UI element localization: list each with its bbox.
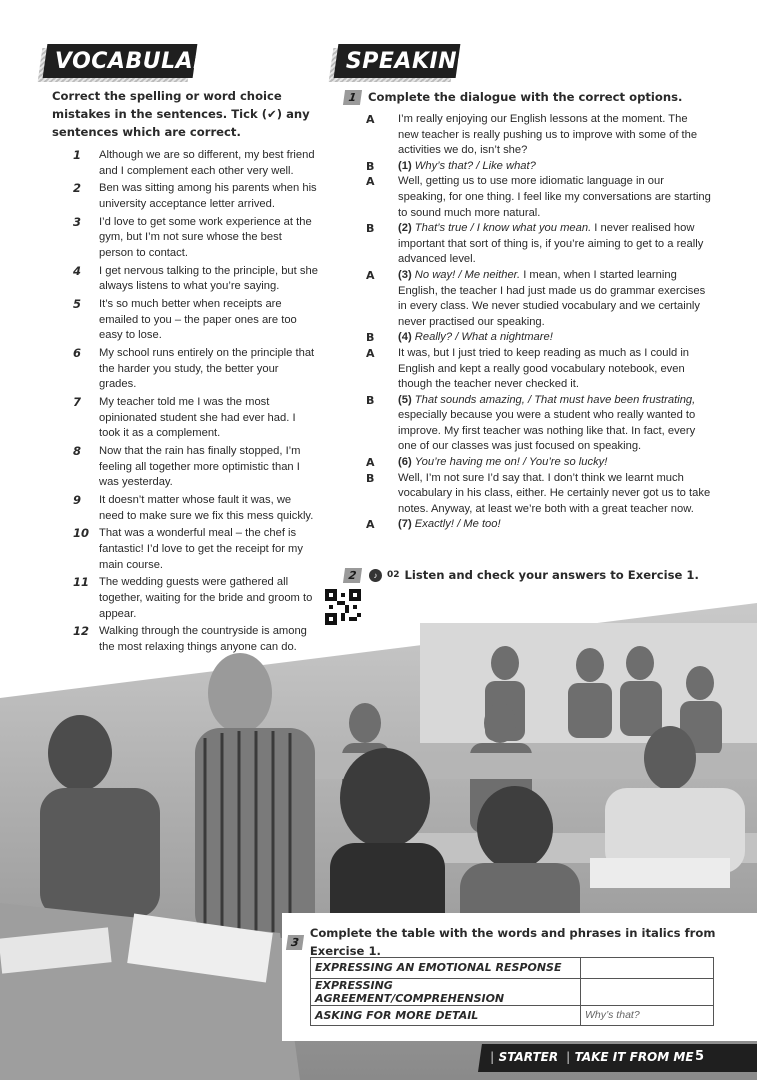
exercise-3-number: 3	[286, 935, 304, 950]
speaker-label: B	[366, 159, 375, 173]
gap-number: (2)	[398, 222, 412, 235]
vocabulary-item	[73, 346, 318, 393]
vocabulary-item-number: 2	[73, 181, 82, 196]
vocabulary-heading	[45, 44, 226, 78]
vocabulary-item-text: It doesn’t matter whose fault it was, we need to make sure we fix this mess quickly.	[99, 493, 314, 522]
vocabulary-item-number: 11	[73, 575, 90, 590]
vocabulary-list	[73, 148, 318, 658]
vocabulary-title: VOCABULARY	[55, 48, 226, 74]
dialogue-line	[398, 221, 711, 268]
gap-options[interactable]: That sounds amazing, / That must have been frustrating,	[414, 393, 696, 406]
dialogue-text: Well, I’m not sure I’d say that. I don’t think we learnt much vocabulary in his class, either. He certainly never got us to take notes. Anyway, at least we’re both with a great teacher now.	[398, 471, 711, 515]
dialogue-line	[398, 174, 711, 221]
dialogue	[366, 112, 711, 533]
gap-options[interactable]: That’s true / I know what you mean.	[414, 222, 592, 235]
speaker-label: B	[366, 471, 375, 485]
gap-number: (3)	[398, 268, 412, 281]
audio-icon[interactable]: ♪	[369, 569, 382, 582]
vocabulary-item-number: 6	[73, 346, 82, 361]
vocabulary-item-number: 5	[73, 297, 82, 312]
vocabulary-item	[73, 148, 318, 179]
dialogue-line	[398, 471, 711, 518]
exercise-1-instruction: Complete the dialogue with the correct options.	[368, 90, 683, 104]
dialogue-text: especially because you were a student who really wanted to improve. My first teacher was nothing like that. In fact, every one of our classes was just focused on speaking.	[398, 409, 696, 453]
dialogue-text: I mean, when I started learning English, the teacher I had just made us do grammar exercises in every class. We never studied vocabulary and we certainly never practised our speaking.	[398, 268, 706, 328]
dialogue-turn	[366, 112, 711, 159]
vocabulary-item-number: 1	[73, 148, 82, 162]
exercise-2-number: 2	[343, 568, 362, 583]
footer-title: | TAKE IT FROM ME	[566, 1050, 694, 1064]
vocabulary-item-number: 10	[73, 526, 90, 541]
vocabulary-item-number: 8	[73, 444, 82, 458]
page-number: 5	[695, 1049, 705, 1064]
footer-unit: | STARTER	[490, 1050, 559, 1064]
vocabulary-item-number: 12	[73, 624, 90, 639]
speaker-label: A	[366, 268, 375, 282]
vocabulary-item-number: 3	[73, 214, 82, 229]
exercise-1-header	[344, 88, 682, 106]
dialogue-turn	[366, 174, 711, 221]
gap-options[interactable]: Exactly! / Me too!	[414, 518, 501, 531]
dialogue-line	[398, 112, 711, 159]
vocabulary-item-number: 9	[73, 492, 82, 507]
dialogue-line	[398, 268, 711, 330]
gap-options[interactable]: You’re having me on! / You’re so lucky!	[414, 456, 608, 469]
speaker-label: A	[366, 518, 375, 532]
table-row	[311, 1005, 714, 1026]
exercise-1-number: 1	[343, 90, 362, 105]
footer-title-label: TAKE IT FROM ME	[574, 1050, 694, 1064]
vocabulary-item	[73, 395, 318, 442]
dialogue-turn	[366, 159, 711, 175]
dialogue-text: Well, getting us to use more idiomatic language in our speaking, for one thing. I feel like my conversations are starting to sound much more natural.	[398, 175, 711, 219]
vocabulary-item-text: Walking through the countryside is among the most relaxing things anyone can do.	[99, 625, 307, 653]
answer-cell[interactable]	[581, 978, 714, 1005]
exercise-3-header	[287, 924, 757, 960]
speaking-title: SPEAKING	[346, 48, 476, 74]
speaker-label: A	[366, 346, 375, 360]
vocabulary-item-text: Although we are so different, my best friend and I complement each other very well.	[99, 149, 315, 177]
dialogue-line	[398, 159, 711, 175]
vocabulary-item-text: The wedding guests were gathered all together, waiting for the bride and groom to appear.	[99, 576, 313, 620]
dialogue-turn	[366, 517, 711, 533]
dialogue-turn	[366, 221, 711, 268]
dialogue-turn	[366, 268, 711, 330]
gap-number: (4)	[398, 331, 412, 344]
dialogue-line	[398, 455, 711, 471]
exercise-2-instruction: Listen and check your answers to Exercise 1.	[404, 568, 699, 582]
gap-options[interactable]: Why’s that? / Like what?	[414, 159, 536, 172]
speaker-label: B	[366, 393, 375, 407]
category-heading: EXPRESSING AGREEMENT/COMPREHENSION	[311, 978, 581, 1005]
answer-cell[interactable]: Why’s that?	[581, 1005, 714, 1026]
vocabulary-instruction: Correct the spelling or word choice mistakes in the sentences. Tick (✔) any sentences which are correct.	[52, 89, 310, 139]
dialogue-line	[398, 330, 711, 346]
dialogue-turn	[366, 471, 711, 518]
vocabulary-item-number: 7	[73, 395, 82, 410]
vocabulary-item	[73, 444, 318, 491]
vocabulary-item	[73, 181, 318, 212]
speaking-heading	[336, 44, 476, 78]
dialogue-turn	[366, 330, 711, 346]
dialogue-line	[398, 393, 711, 455]
dialogue-text: It was, but I just tried to keep reading as much as I could in English and kept a really good vocabulary notebook, even though the teacher never checked it.	[398, 346, 690, 391]
vocabulary-item-text: My teacher told me I was the most opinionated student she had ever had. I took it as a complement.	[99, 396, 296, 440]
vocabulary-item	[73, 526, 318, 573]
gap-number: (7)	[398, 518, 412, 531]
vocabulary-item-text: That was a wonderful meal – the chef is fantastic! I’d love to get the receipt for my main course.	[99, 527, 303, 571]
speaker-label: B	[366, 222, 375, 236]
category-heading: EXPRESSING AN EMOTIONAL RESPONSE	[311, 958, 581, 979]
vocabulary-item-text: Ben was sitting among his parents when his university acceptance letter arrived.	[99, 182, 317, 210]
gap-options[interactable]: No way! / Me neither.	[414, 268, 521, 281]
gap-number: (5)	[398, 393, 412, 406]
vocabulary-item-text: Now that the rain has finally stopped, I’m feeling all together more optimistic than I was yesterday.	[99, 445, 301, 489]
exercise-2-header	[344, 566, 699, 584]
page-footer	[478, 1044, 757, 1072]
vocabulary-item-text: I’d love to get some work experience at the gym, but I’m not sure whose the best person to contact.	[99, 215, 312, 259]
speaker-label: B	[366, 331, 375, 345]
dialogue-text: I never realised how important that sort of thing is, if you’re aiming to get to a really advanced level.	[398, 222, 704, 266]
vocabulary-item	[73, 493, 318, 524]
dialogue-text: I’m really enjoying our English lessons at the moment. The new teacher is really pushing us to improve with some of the activities we do, isn’t she?	[398, 113, 698, 157]
expressions-table	[310, 957, 714, 1026]
speaker-label: A	[366, 456, 375, 470]
answer-cell[interactable]	[581, 958, 714, 979]
exercise-3-panel	[282, 913, 757, 1041]
exercise-3-instruction: Complete the table with the words and phrases in italics from Exercise 1.	[309, 926, 716, 958]
dialogue-turn	[366, 393, 711, 455]
vocabulary-item-text: My school runs entirely on the principle that the harder you study, the better your grades.	[99, 347, 315, 391]
speaker-label: A	[366, 175, 375, 189]
vocabulary-item-text: I get nervous talking to the principle, but she always listens to what you’re saying.	[99, 264, 318, 293]
vocabulary-item	[73, 297, 318, 344]
dialogue-line	[398, 517, 711, 533]
category-heading: ASKING FOR MORE DETAIL	[311, 1005, 581, 1026]
footer-unit-label: STARTER	[498, 1050, 559, 1064]
gap-number: (1)	[398, 159, 412, 172]
table-row	[311, 978, 714, 1005]
gap-options[interactable]: Really? / What a nightmare!	[414, 331, 553, 344]
dialogue-line	[398, 346, 711, 393]
audio-track-number: 02	[387, 570, 400, 580]
speaker-label: A	[366, 113, 375, 126]
gap-number: (6)	[398, 456, 412, 469]
dialogue-turn	[366, 346, 711, 393]
vocabulary-item-number: 4	[73, 263, 82, 278]
vocabulary-item	[73, 264, 318, 295]
vocabulary-item	[73, 215, 318, 262]
vocabulary-item-text: It’s so much better when receipts are emailed to you – the paper ones are too easy to lose.	[99, 298, 297, 342]
dialogue-turn	[366, 455, 711, 471]
table-row	[311, 958, 714, 979]
